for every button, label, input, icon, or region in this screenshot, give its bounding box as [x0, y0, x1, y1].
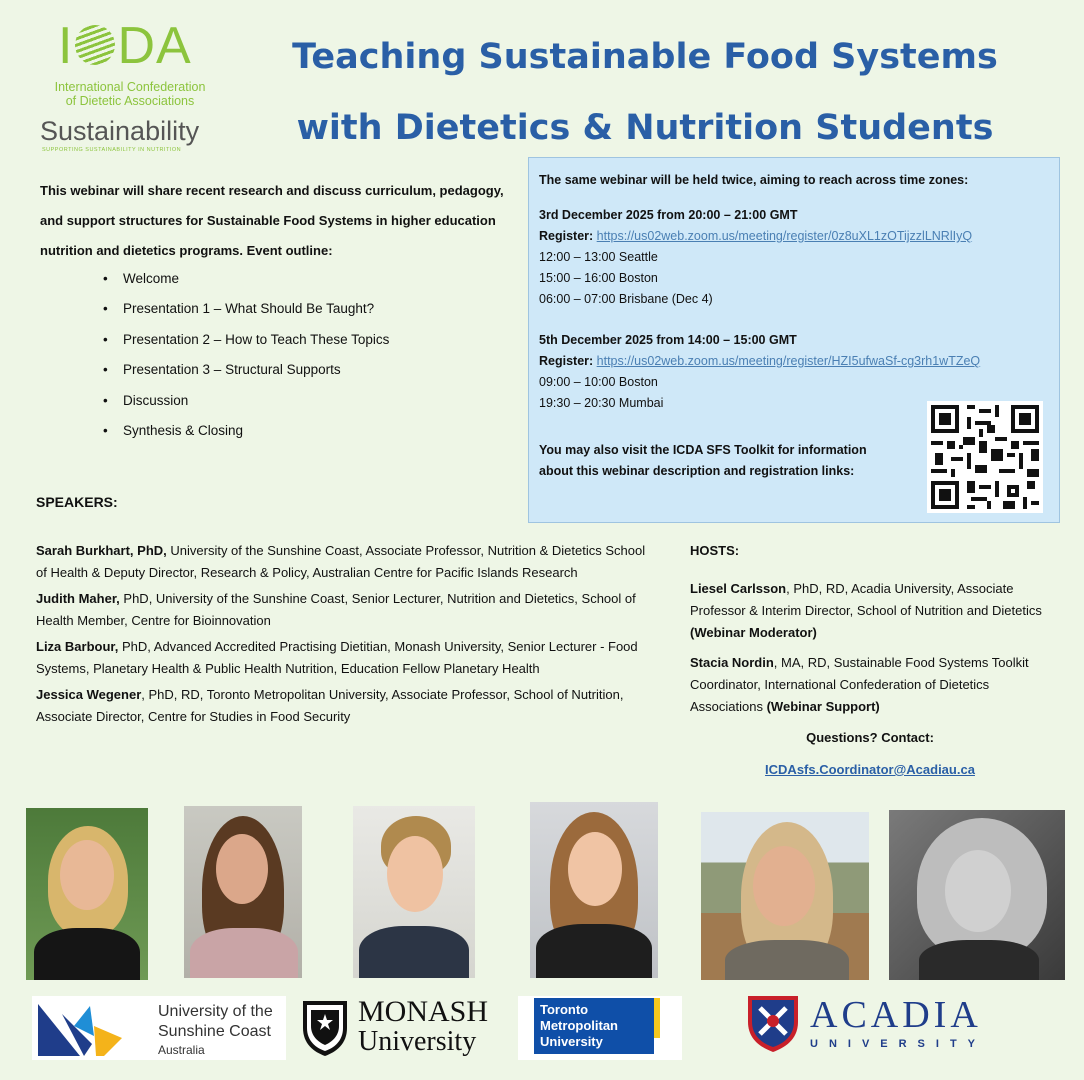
logo-tagline: SUPPORTING SUSTAINABILITY IN NUTRITION — [42, 147, 182, 153]
outline-item: • Presentation 1 – What Should Be Taught? — [103, 295, 389, 325]
speaker-photo — [530, 802, 658, 978]
intro-text: This webinar will share recent research and discuss curriculum, pedagogy, and support structures for Sustainable Food Systems in higher education nutrition and dietetics programs. Event outline: — [40, 183, 504, 258]
icda-logo: I DA — [58, 17, 192, 75]
session2-heading: 5th December 2025 from 14:00 – 15:00 GMT — [539, 333, 797, 347]
session1-time: 12:00 – 13:00 Seattle — [539, 250, 658, 264]
session1-time: 06:00 – 07:00 Brisbane (Dec 4) — [539, 292, 713, 306]
hosts-section — [690, 540, 1050, 726]
host-entry: Stacia Nordin, MA, RD, Sustainable Food Systems Toolkit Coordinator, International Confederation of Dietetics Associations (Webinar Support) — [690, 655, 1029, 714]
page-title: Teaching Sustainable Food Systems with Dietetics & Nutrition Students — [292, 37, 998, 148]
outline-item: • Presentation 2 – How to Teach These Topics — [103, 326, 389, 356]
schedule-intro: The same webinar will be held twice, aiming to reach across time zones: — [539, 173, 969, 187]
monash-crest-icon — [300, 998, 350, 1058]
hosts-heading: HOSTS: — [690, 543, 740, 558]
globe-icon — [75, 25, 115, 65]
outline-item: • Discussion — [103, 387, 389, 417]
logo-org-name: International Confederation of Dietetic Associations — [54, 80, 206, 108]
contact-email-link[interactable]: ICDAsfs.Coordinator@Acadiau.ca — [765, 762, 975, 777]
speakers-heading: SPEAKERS: — [36, 494, 118, 510]
event-outline — [103, 265, 389, 447]
speakers-list — [36, 540, 646, 732]
session2-time: 19:30 – 20:30 Mumbai — [539, 396, 664, 410]
session1-register-link[interactable]: https://us02web.zoom.us/meeting/register/0z8uXL1zOTijzzlLNRlIyQ — [596, 229, 973, 243]
outline-item: • Welcome — [103, 265, 389, 295]
session2-register-link[interactable]: https://us02web.zoom.us/meeting/register/HZI5ufwaSf-cg3rh1wTZeQ — [596, 354, 981, 368]
speaker-entry: Liza Barbour, PhD, Advanced Accredited Practising Dietitian, Monash University, Senior Lecturer - Food Systems, Planetary Health & Public Health Nutrition, Education Fellow Planetary Health — [36, 639, 638, 676]
questions-contact: Questions? Contact: — [806, 730, 934, 745]
host-entry: Liesel Carlsson, PhD, RD, Acadia University, Associate Professor & Interim Director, School of Nutrition and Dietetics (Webinar Moderator) — [690, 581, 1042, 640]
logo-sustainability: Sustainability — [40, 116, 200, 146]
speaker-photo — [184, 806, 302, 978]
host-photo — [889, 810, 1065, 980]
acadia-logo: ACADIA UNIVERSITY — [744, 992, 1044, 1062]
host-photo — [701, 812, 869, 980]
toolkit-line: You may also visit the ICDA SFS Toolkit for information — [539, 443, 867, 457]
monash-logo: MONASH University — [300, 996, 508, 1060]
qr-code-icon[interactable] — [927, 401, 1043, 513]
register-label: Register: — [539, 354, 597, 368]
speaker-entry: Judith Maher, PhD, University of the Sunshine Coast, Senior Lecturer, Nutrition and Dietetics, School of Health Member, Centre for Bioinnovation — [36, 591, 636, 628]
tmu-logo: Toronto Metropolitan University — [518, 996, 682, 1060]
outline-item: • Synthesis & Closing — [103, 417, 389, 447]
usc-logo: University of the Sunshine Coast Australia — [32, 996, 286, 1060]
session1-heading: 3rd December 2025 from 20:00 – 21:00 GMT — [539, 208, 798, 222]
acadia-shield-icon — [746, 994, 800, 1054]
schedule-box — [528, 157, 1060, 523]
speaker-photo — [26, 808, 148, 980]
register-label: Register: — [539, 229, 597, 243]
outline-item: • Presentation 3 – Structural Supports — [103, 356, 389, 386]
speaker-entry: Jessica Wegener, PhD, RD, Toronto Metropolitan University, Associate Professor, School of Nutrition, Associate Director, Centre for Studies in Food Security — [36, 687, 624, 724]
session2-time: 09:00 – 10:00 Boston — [539, 375, 658, 389]
speaker-entry: Sarah Burkhart, PhD, University of the Sunshine Coast, Associate Professor, Nutrition & Dietetics School of Health & Deputy Director, Research & Policy, Australian Centre for Pacific Islands Research — [36, 543, 646, 580]
speaker-photo — [353, 806, 475, 978]
session1-time: 15:00 – 16:00 Boston — [539, 271, 658, 285]
toolkit-line: about this webinar description and registration links: — [539, 464, 855, 478]
